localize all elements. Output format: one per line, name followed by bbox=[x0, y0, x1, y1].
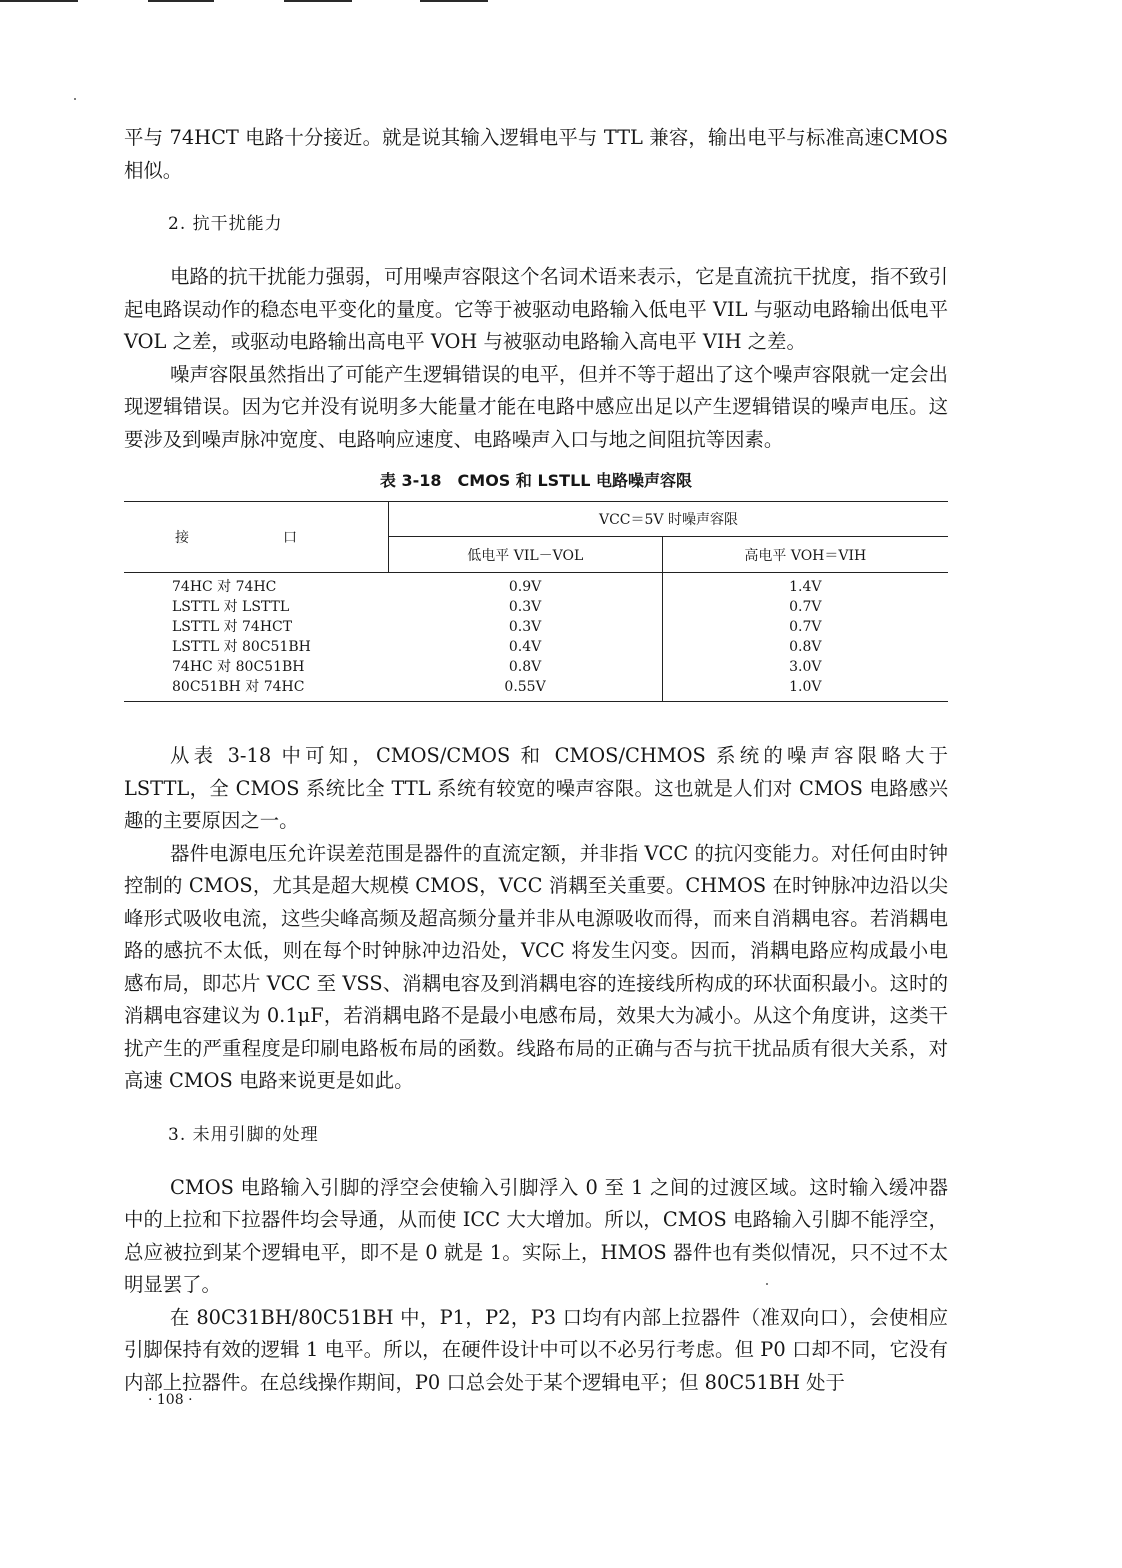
page-number: · 108 · bbox=[148, 1392, 193, 1408]
paragraph: 噪声容限虽然指出了可能产生逻辑错误的电平，但并不等于超出了这个噪声容限就一定会出现逻辑错误。因为它并没有说明多大能量才能在电路中感应出足以产生逻辑错误的噪声电压。这要涉及到噪声脉冲宽度、电路响应速度、电路噪声入口与地之间阻抗等因素。 bbox=[124, 362, 948, 451]
table-row bbox=[124, 617, 948, 637]
scan-speck bbox=[766, 1283, 768, 1285]
table-row bbox=[124, 573, 948, 598]
cell-low: 0.9V bbox=[389, 573, 663, 598]
paragraph: 器件电源电压允许误差范围是器件的直流定额，并非指 VCC 的抗闪变能力。对任何由时钟控制的 CMOS，尤其是超大规模 CMOS，VCC 消耦至关重要。CHMOS 在时钟脉冲边沿以尖峰形式吸收电流，这些尖峰高频及超高频分量并非从电源吸收而得，而来自消耦电容。若消耦电路的感抗不太低，则在每个时钟脉冲边沿处，VCC 将发生闪变。因而，消耦电路应构成最小电感布局，即芯片 VCC 至 VSS、消耦电容及到消耦电容的连接线所构成的环状面积最小。这时的消耦电容建议为 0.1μF，若消耦电路不是最小电感布局，效果大为减小。从这个角度讲，这类干扰产生的严重程度是印刷电路板布局的函数。线路布局的正确与否与抗干扰品质有很大关系，对高速 CMOS 电路来说更是如此。 bbox=[124, 841, 948, 1092]
cell-high: 0.7V bbox=[789, 599, 822, 615]
cell-interface: 80C51BH 对 74HC bbox=[124, 677, 389, 702]
paragraph: 在 80C31BH/80C51BH 中，P1，P2，P3 口均有内部上拉器件（准双向口），会使相应引脚保持有效的逻辑 1 电平。所以，在硬件设计中可以不必另行考虑。但 P0 口却不同，它没有内部上拉器件。在总线操作期间，P0 口总会处于某个逻辑电平；但 80C51BH 处于 bbox=[124, 1305, 948, 1394]
cell-high: 3.0V bbox=[789, 659, 822, 675]
page-content bbox=[124, 122, 948, 1399]
cell-high: 0.8V bbox=[789, 639, 822, 655]
noise-margin-table bbox=[124, 501, 948, 702]
scan-speck bbox=[74, 98, 76, 100]
cell-low: 0.8V bbox=[389, 657, 663, 677]
header-vcc-group: VCC＝5V 时噪声容限 bbox=[389, 502, 949, 537]
cell-interface: LSTTL 对 80C51BH bbox=[172, 639, 311, 655]
header-interface: 接 口 bbox=[124, 502, 389, 573]
paragraph: CMOS 电路输入引脚的浮空会使输入引脚浮入 0 至 1 之间的过渡区域。这时输入缓冲器中的上拉和下拉器件均会导通，从而使 ICC 大大增加。所以，CMOS 电路输入引脚不能浮空，总应被拉到某个逻辑电平，即不是 0 就是 1。实际上，HMOS 器件也有类似情况，只不过不太明显罢了。 bbox=[124, 1175, 948, 1296]
header-rule-3 bbox=[284, 0, 352, 2]
cell-interface: 74HC 对 74HC bbox=[172, 579, 277, 595]
header-high-level: 高电平 VOH＝VIH bbox=[662, 537, 948, 573]
header-rule-2 bbox=[148, 0, 214, 2]
cell-interface: LSTTL 对 74HCT bbox=[172, 619, 293, 635]
cell-high: 0.7V bbox=[789, 619, 822, 635]
table-row bbox=[124, 677, 948, 702]
paragraph: 从表 3-18 中可知，CMOS/CMOS 和 CMOS/CHMOS 系统的噪声容限略大于 LSTTL，全 CMOS 系统比全 TTL 系统有较宽的噪声容限。这也就是人们对 CMOS 电路感兴趣的主要原因之一。 bbox=[124, 744, 948, 832]
header-rule-4 bbox=[420, 0, 488, 2]
paragraph: 平与 74HCT 电路十分接近。就是说其输入逻辑电平与 TTL 兼容，输出电平与标准高速CMOS 相似。 bbox=[124, 126, 948, 182]
section-heading-2: 2. 抗干扰能力 bbox=[168, 214, 283, 234]
cell-low: 0.55V bbox=[389, 677, 663, 702]
cell-low: 0.3V bbox=[389, 617, 663, 637]
header-rule-1 bbox=[0, 0, 78, 2]
table-caption: 表 3-18 CMOS 和 LSTLL 电路噪声容限 bbox=[379, 471, 693, 490]
cell-low: 0.3V bbox=[389, 597, 663, 617]
cell-high: 1.4V bbox=[789, 579, 822, 595]
table-row bbox=[124, 657, 948, 677]
cell-high: 1.0V bbox=[662, 677, 948, 702]
cell-low: 0.4V bbox=[389, 637, 663, 657]
table-row bbox=[124, 597, 948, 617]
table-row bbox=[124, 637, 948, 657]
paragraph: 电路的抗干扰能力强弱，可用噪声容限这个名词术语来表示，它是直流抗干扰度，指不致引起电路误动作的稳态电平变化的量度。它等于被驱动电路输入低电平 VIL 与驱动电路输出低电平 VOL 之差，或驱动电路输出高电平 VOH 与被驱动电路输入高电平 VIH 之差。 bbox=[124, 265, 948, 353]
cell-interface: 74HC 对 80C51BH bbox=[172, 659, 305, 675]
cell-interface: LSTTL 对 LSTTL bbox=[172, 599, 290, 615]
section-heading-3: 3. 未用引脚的处理 bbox=[168, 1124, 319, 1145]
header-low-level: 低电平 VIL－VOL bbox=[389, 537, 663, 573]
